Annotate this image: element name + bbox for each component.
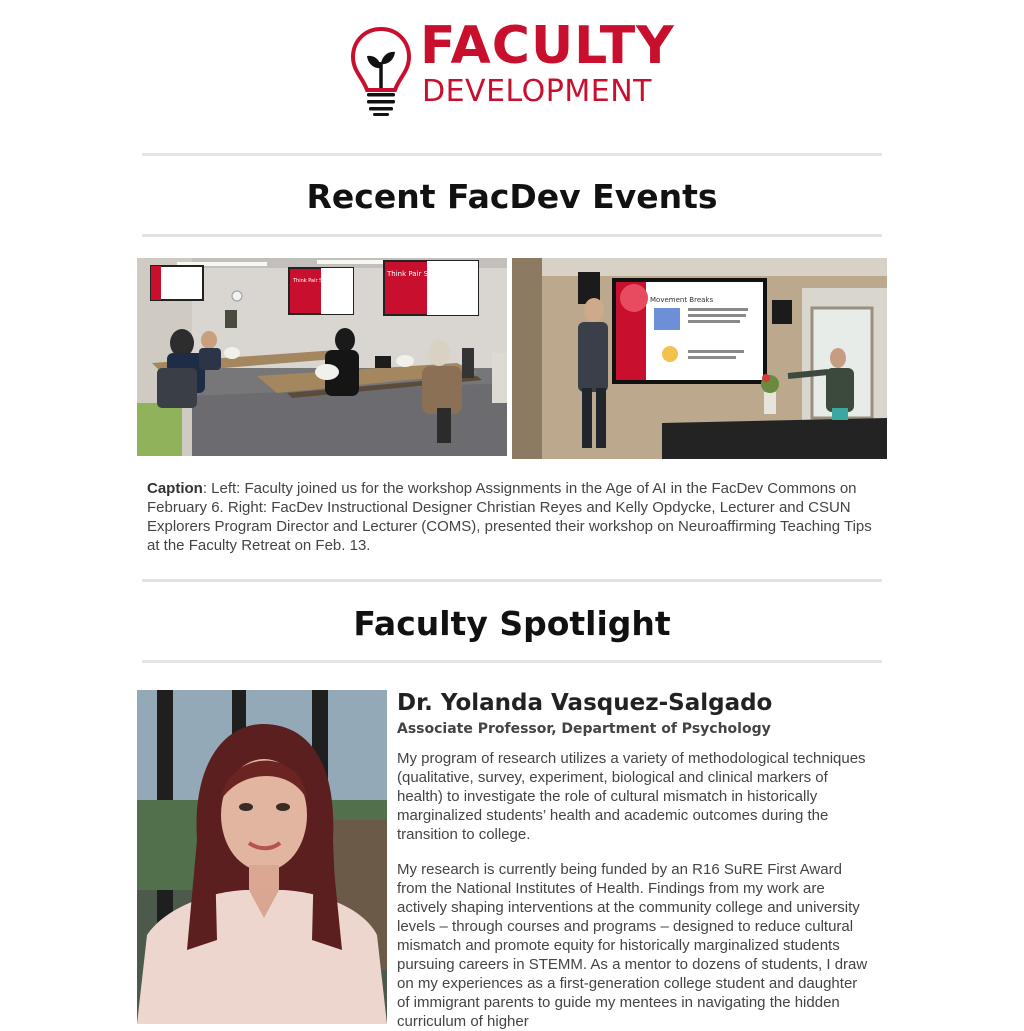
slide-label: Think Pair Share	[293, 278, 334, 284]
logo-title: FACULTY	[420, 16, 675, 76]
faculty-portrait	[137, 690, 387, 1024]
bio-paragraph-2: My research is currently being funded by an R16 SuRE First Award from the National Institutes of Health. Findings from my work are actively shaping interventions at the community college and university levels – through courses and programs – designed to reduce cultural mismatch and promote equity for historically marginalized students pursuing careers in STEMM. As a mentor to dozens of students, I draw on my experiences as a first-generation college student and daughter of immigrant parents to guide my mentees in navigating the hidden curriculum of higher	[397, 861, 868, 1030]
event-photo-left[interactable]	[137, 258, 507, 456]
events-heading: Recent FacDev Events	[306, 177, 718, 216]
divider	[142, 234, 882, 237]
events-caption	[147, 479, 882, 555]
workshop-classroom-image	[137, 258, 507, 456]
slide-label: Think Pair Share	[387, 270, 444, 278]
logo-subtitle: DEVELOPMENT	[422, 74, 652, 109]
portrait-image	[137, 690, 387, 1024]
divider	[142, 153, 882, 156]
divider	[142, 660, 882, 663]
caption-label: Caption	[147, 480, 203, 497]
faculty-development-logo[interactable]	[350, 16, 680, 118]
caption-text: : Left: Faculty joined us for the workshop Assignments in the Age of AI in the FacDev Commons on February 6. Right: FacDev Instructional Designer Christian Reyes and Kelly Opdycke, Lecturer and CSUN Explorers Program Director and Lecturer (COMS), presented their workshop on Neuroaffirming Teaching Tips at the Faculty Retreat on Feb. 13.	[147, 480, 872, 554]
bio-paragraph-1: My program of research utilizes a variety of methodological techniques (qualitative, survey, experiment, biological and clinical markers of health) to investigate the role of cultural mismatch in historically marginalized students’ health and academic outcomes during the transition to college.	[397, 750, 866, 843]
faculty-title: Associate Professor, Department of Psychology	[397, 721, 771, 737]
faculty-name: Dr. Yolanda Vasquez-Salgado	[397, 690, 773, 716]
event-photo-right[interactable]	[512, 258, 887, 459]
lightbulb-icon	[350, 26, 414, 118]
spotlight-heading: Faculty Spotlight	[353, 604, 671, 643]
divider	[142, 579, 882, 582]
retreat-presentation-image	[512, 258, 887, 459]
slide-title: Movement Breaks	[650, 296, 714, 304]
